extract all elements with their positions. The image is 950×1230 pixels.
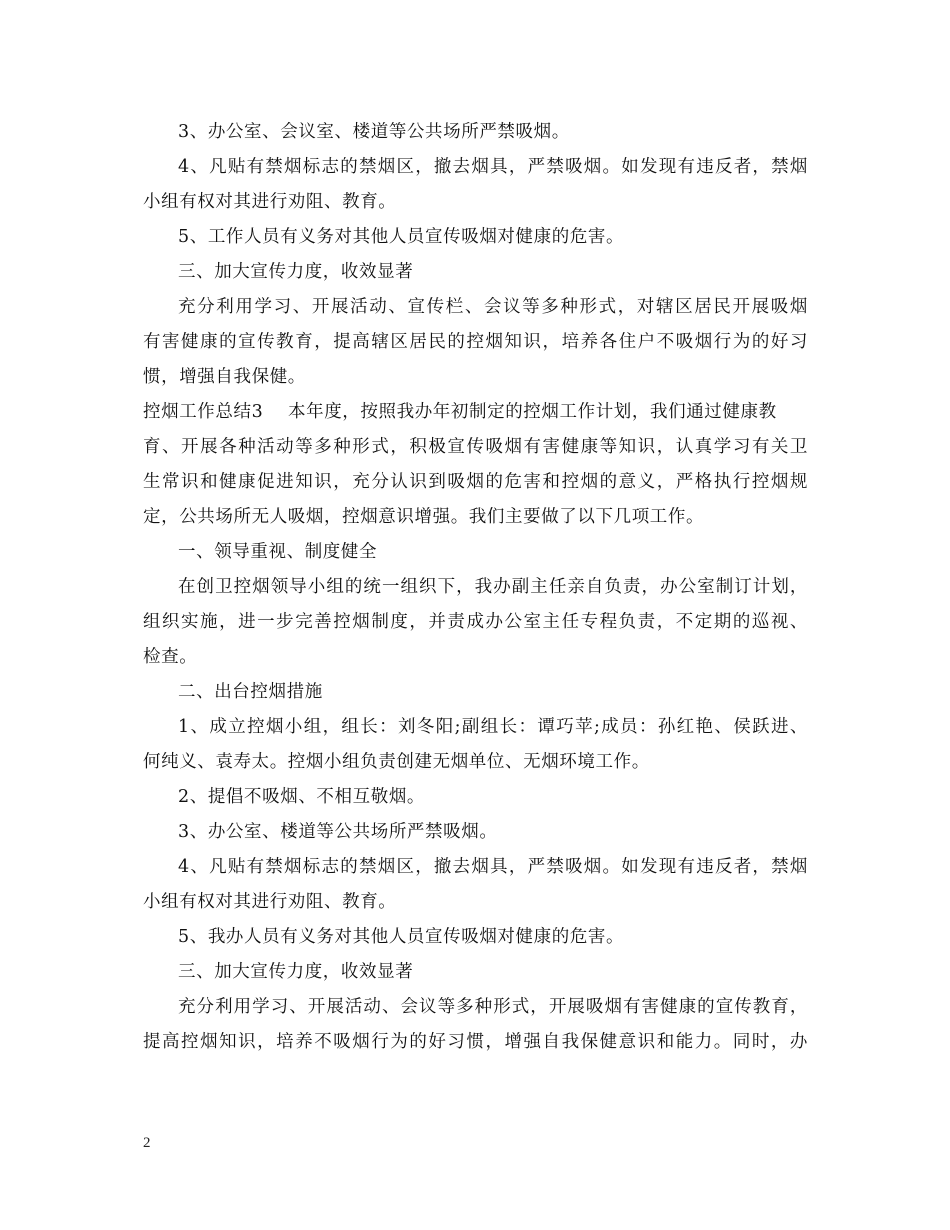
- paragraph-line: 4、凡贴有禁烟标志的禁烟区，撤去烟具，严禁吸烟。如发现有违反者，禁烟: [178, 857, 808, 877]
- paragraph-line: 小组有权对其进行劝阻、教育。: [143, 192, 397, 212]
- summary-heading-line: [143, 395, 808, 430]
- paragraph-line: 组织实施，进一步完善控烟制度，并责成办公室主任专程负责，不定期的巡视、: [143, 612, 808, 632]
- paragraph-line: 小组有权对其进行劝阻、教育。: [143, 892, 397, 912]
- paragraph-line: 4、凡贴有禁烟标志的禁烟区，撤去烟具，严禁吸烟。如发现有违反者，禁烟: [178, 157, 808, 177]
- section-heading: 控烟工作总结3: [143, 402, 264, 422]
- paragraph-line: 充分利用学习、开展活动、会议等多种形式，开展吸烟有害健康的宣传教育，: [178, 997, 808, 1017]
- document-body: [143, 115, 808, 1060]
- section-subheading: 二、出台控烟措施: [178, 682, 323, 702]
- paragraph-line: 1、成立控烟小组，组长：刘冬阳;副组长：谭巧苹;成员：孙红艳、侯跃进、: [178, 717, 808, 737]
- paragraph-line: 3、办公室、会议室、楼道等公共场所严禁吸烟。: [178, 122, 570, 142]
- page-number: 2: [143, 1135, 151, 1151]
- paragraph-line: 3、办公室、楼道等公共场所严禁吸烟。: [178, 822, 498, 842]
- paragraph-line: 5、我办人员有义务对其他人员宣传吸烟对健康的危害。: [178, 927, 625, 947]
- paragraph-line: 检查。: [143, 647, 198, 667]
- paragraph-line: 本年度，按照我办年初制定的控烟工作计划，我们通过健康教: [288, 402, 777, 422]
- paragraph-line: 生常识和健康促进知识，充分认识到吸烟的危害和控烟的意义，严格执行控烟规: [143, 472, 808, 492]
- paragraph-line: 2、提倡不吸烟、不相互敬烟。: [178, 787, 426, 807]
- paragraph-line: 有害健康的宣传教育，提高辖区居民的控烟知识，培养各住户不吸烟行为的好习: [143, 332, 808, 352]
- paragraph-line: 5、工作人员有义务对其他人员宣传吸烟对健康的危害。: [178, 227, 625, 247]
- section-subheading: 三、加大宣传力度，收效显著: [178, 962, 414, 982]
- paragraph-line: 定，公共场所无人吸烟，控烟意识增强。我们主要做了以下几项工作。: [143, 507, 705, 527]
- paragraph-line: 育、开展各种活动等多种形式，积极宣传吸烟有害健康等知识，认真学习有关卫: [143, 437, 808, 457]
- paragraph-line: 惯，增强自我保健。: [143, 367, 306, 387]
- paragraph-line: 何纯义、袁寿太。控烟小组负责创建无烟单位、无烟环境工作。: [143, 752, 650, 772]
- paragraph-line: 在创卫控烟领导小组的统一组织下，我办副主任亲自负责，办公室制订计划，: [178, 577, 808, 597]
- section-subheading: 三、加大宣传力度，收效显著: [178, 262, 414, 282]
- paragraph-line: 提高控烟知识，培养不吸烟行为的好习惯，增强自我保健意识和能力。同时，办: [143, 1032, 808, 1052]
- paragraph-line: 充分利用学习、开展活动、宣传栏、会议等多种形式，对辖区居民开展吸烟: [178, 297, 808, 317]
- section-subheading: 一、领导重视、制度健全: [178, 542, 378, 562]
